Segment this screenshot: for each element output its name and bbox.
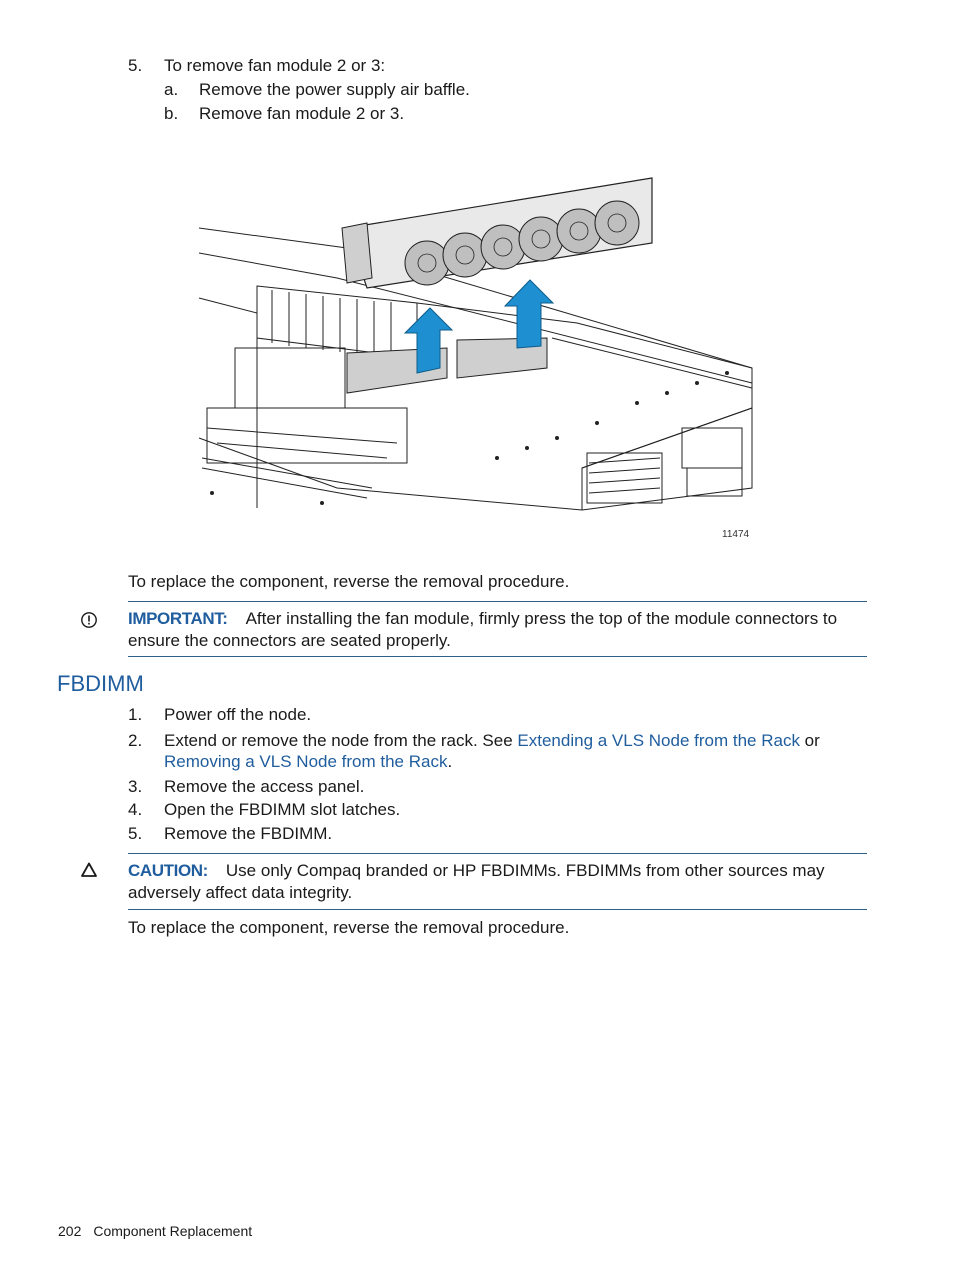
step-text: Remove the access panel. [164, 776, 365, 796]
important-label: IMPORTANT: [128, 609, 228, 628]
caution-label: CAUTION: [128, 861, 208, 880]
caution-notice [128, 853, 867, 910]
section-title: FBDIMM [57, 671, 144, 696]
step-number: 5. [128, 823, 143, 843]
list-item [128, 730, 848, 772]
substep-text: Remove the power supply air baffle. [199, 80, 470, 99]
step-number: 4. [128, 800, 143, 819]
step-text-part: . [447, 751, 453, 771]
footer-section: Component Replacement [93, 1223, 253, 1239]
list-item [128, 798, 848, 822]
step-text: To remove fan module 2 or 3: [164, 56, 386, 75]
step-text: Open the FBDIMM slot latches. [164, 800, 401, 819]
step-number: 3. [128, 776, 143, 796]
fan-module-illustration [197, 168, 753, 514]
replace-instruction: To replace the component, reverse the removal procedure. [128, 918, 570, 937]
step-text-part: or [799, 730, 820, 750]
step-number: 1. [128, 705, 143, 724]
list-item [128, 822, 848, 846]
extending-node-link[interactable]: Extending a VLS Node from the Rack [517, 730, 800, 750]
replace-instruction: To replace the component, reverse the removal procedure. [128, 572, 570, 591]
fbdimm-steps [128, 703, 848, 845]
substep-letter: b. [164, 104, 179, 123]
removing-node-link[interactable]: Removing a VLS Node from the Rack [164, 751, 448, 771]
step-text [164, 730, 848, 772]
important-icon [80, 611, 98, 629]
caution-text: Use only Compaq branded or HP FBDIMMs. FBDIMMs from other sources may adversely affect data integrity. [128, 861, 825, 902]
list-item [164, 78, 764, 102]
list-item [164, 102, 764, 126]
step-text-part: Extend or remove the node from the rack. See [164, 730, 518, 750]
substep-text: Remove fan module 2 or 3. [199, 104, 405, 123]
list-item [128, 775, 848, 799]
caution-icon [80, 861, 98, 879]
figure-id-label: 11474 [722, 529, 750, 540]
list-item [128, 703, 848, 727]
step-text: Remove the FBDIMM. [164, 823, 333, 843]
important-text: After installing the fan module, firmly press the top of the module connectors to ensure the connectors are seated properly. [128, 609, 838, 650]
step-text: Power off the node. [164, 705, 312, 724]
page-footer [58, 1223, 252, 1239]
fan-removal-substeps [164, 78, 764, 126]
fan-module-icon [342, 178, 652, 288]
page-number: 202 [58, 1223, 82, 1239]
step-number: 2. [128, 730, 143, 750]
fan-removal-steps [128, 54, 828, 78]
important-notice [128, 601, 867, 657]
step-number: 5. [128, 56, 143, 75]
substep-letter: a. [164, 80, 179, 99]
list-item [128, 54, 828, 78]
